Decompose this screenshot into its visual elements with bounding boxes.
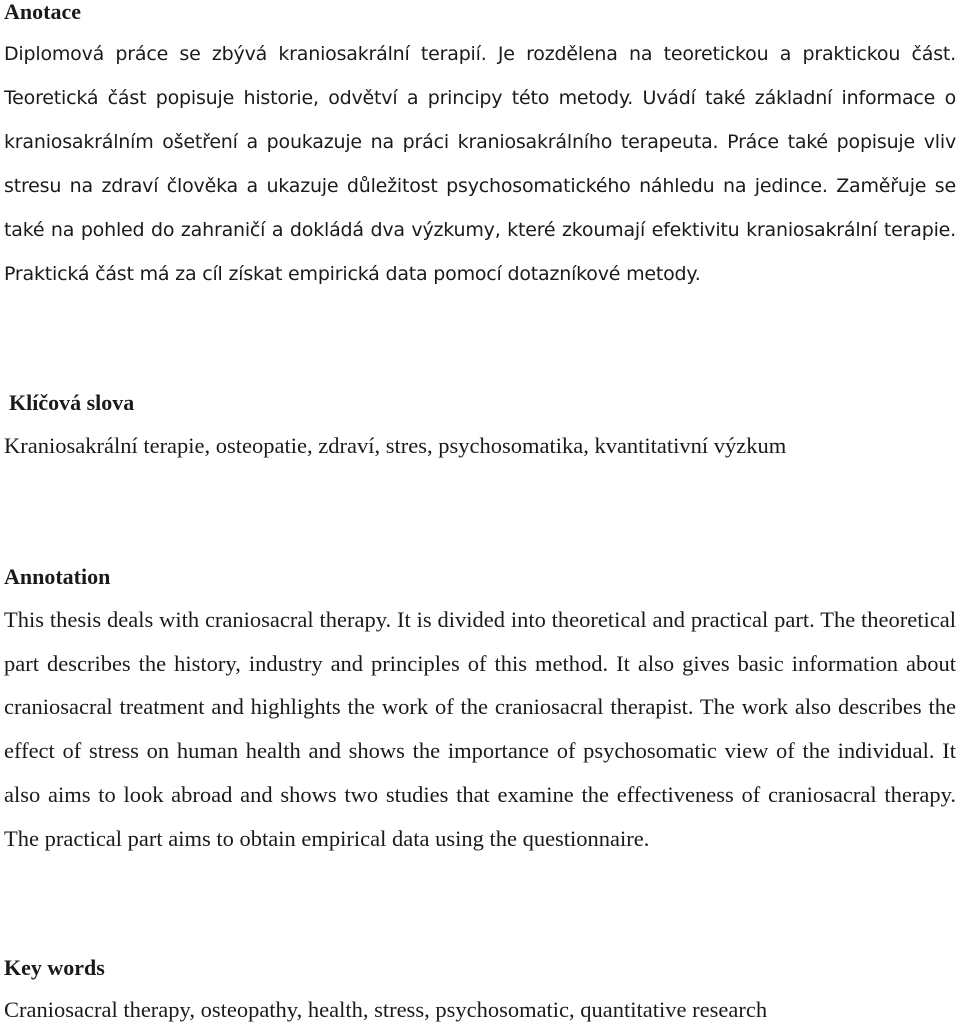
czech-keywords-heading: Klíčová slova [9, 390, 135, 415]
czech-abstract-paragraph: Diplomová práce se zbývá kraniosakrální terapií. Je rozdělena na teoretickou a praktickou část. Teoretická část popisuje historie, odvětví a principy této metody. Uvádí také základní informace o kraniosakrálním ošetření a poukazuje na práci kraniosakrálního terapeuta. Práce také popisuje vliv stresu na zdraví člověka a ukazuje důležitost psychosomatického náhledu na jedince. Zaměřuje se také na pohled do zahraničí a dokládá dva výzkumy, které zkoumají efektivitu kraniosakrální terapie. Praktická část má za cíl získat empirická data pomocí dotazníkové metody. [4, 43, 956, 285]
czech-annotation-heading: Anotace [4, 0, 81, 24]
english-keywords-text: Craniosacral therapy, osteopathy, health, stress, psychosomatic, quantitative research [4, 997, 768, 1022]
english-abstract-paragraph: This thesis deals with craniosacral therapy. It is divided into theoretical and practical part. The theoretical part describes the history, industry and principles of this method. It also gives basic information about craniosacral treatment and highlights the work of the craniosacral therapist. The work also describes the effect of stress on human health and shows the importance of psychosomatic view of the individual. It also aims to look abroad and shows two studies that examine the effectiveness of craniosacral therapy. The practical part aims to obtain empirical data using the questionnaire. [4, 607, 956, 851]
english-keywords-heading: Key words [4, 955, 105, 980]
english-annotation-heading: Annotation [4, 564, 111, 589]
czech-keywords-text: Kraniosakrální terapie, osteopatie, zdraví, stres, psychosomatika, kvantitativní výzkum [4, 433, 787, 458]
